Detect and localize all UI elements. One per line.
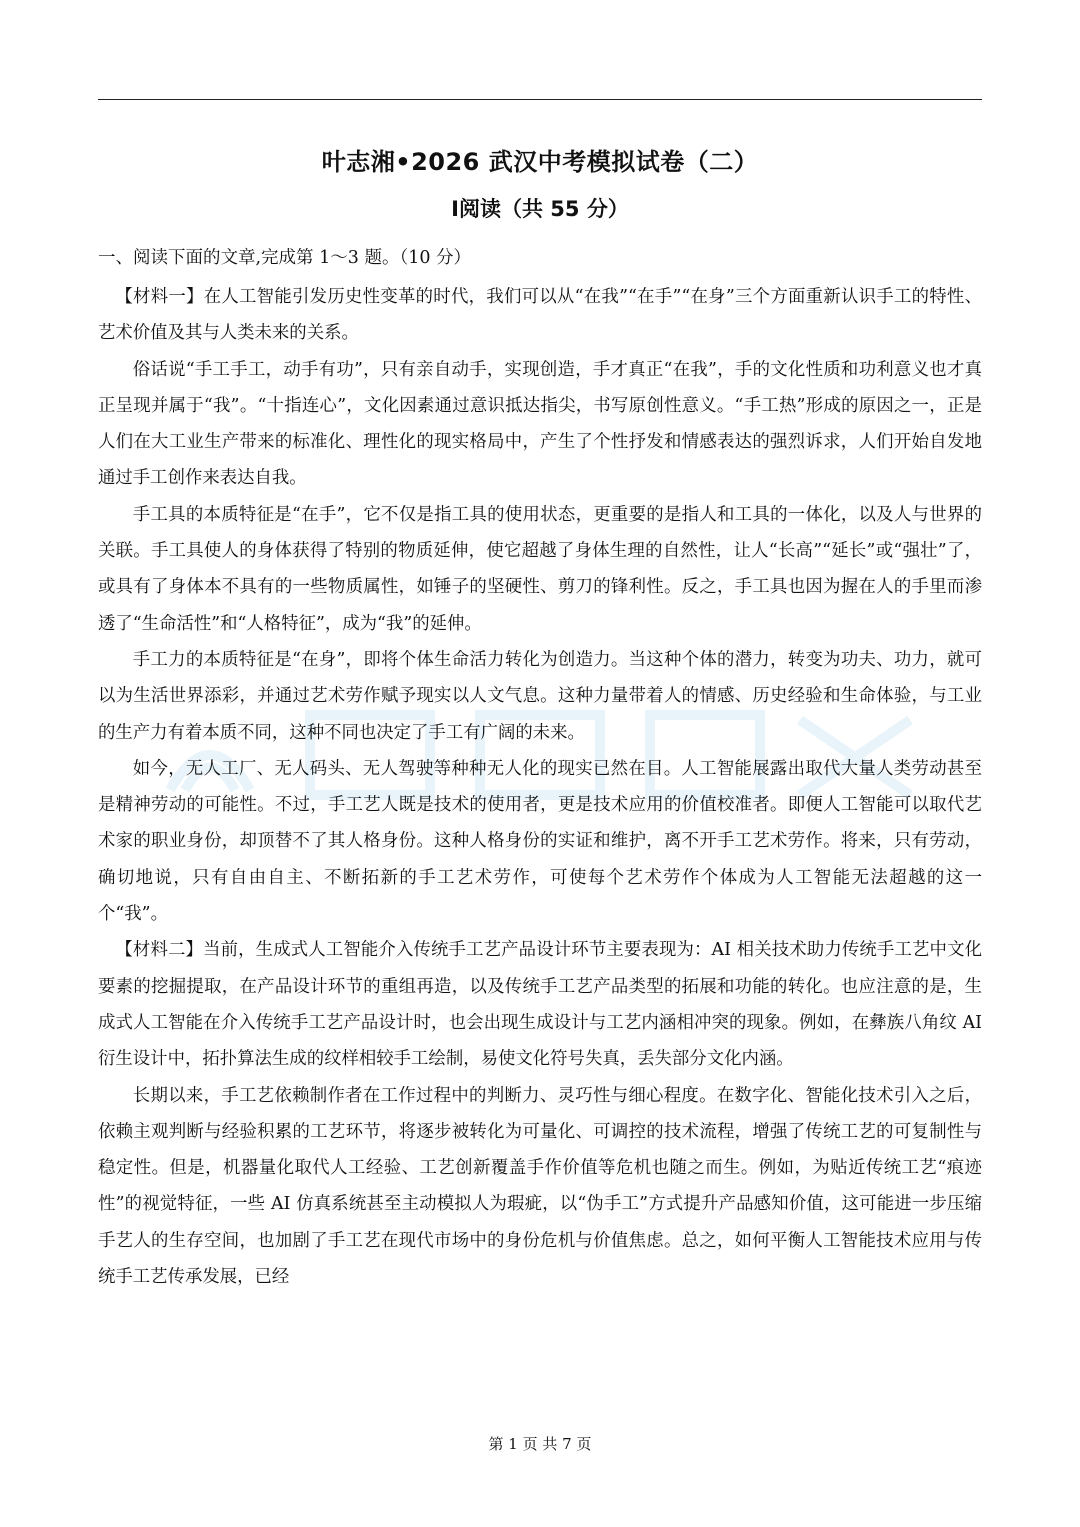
paragraph: 长期以来，手工艺依赖制作者在工作过程中的判断力、灵巧性与细心程度。在数字化、智能化技术引入之后，依赖主观判断与经验积累的工艺环节，将逐步被转化为可量化、可调控的技术流程，增强了传统工艺的可复制性与稳定性。但是，机器量化取代人工经验、工艺创新覆盖手作价值等危机也随之而生。例如，为贴近传统工艺“痕迹性”的视觉特征，一些 AI 仿真系统甚至主动模拟人为瑕疵，以“伪手工”方式提升产品感知价值，这可能进一步压缩手艺人的生存空间，也加剧了手工艺在现代市场中的身份危机与价值焦虑。总之，如何平衡人工智能技术应用与传统手工艺传承发展，已经	[98, 1085, 982, 1288]
header-rule	[98, 99, 982, 100]
paragraph: 手工具的本质特征是“在手”，它不仅是指工具的使用状态，更重要的是指人和工具的一体化，以及人与世界的关联。手工具使人的身体获得了特别的物质延伸，使它超越了身体生理的自然性，让人“长高”“延长”或“强壮”了，或具有了身体本不具有的一些物质属性，如锤子的坚硬性、剪刀的锋利性。反之，手工具也因为握在人的手里而渗透了“生命活性”和“人格特征”，成为“我”的延伸。	[98, 504, 982, 634]
reading-section	[98, 246, 982, 1295]
paragraph-material-two: 【材料二】当前，生成式人工智能介入传统手工艺产品设计环节主要表现为：AI 相关技术助力传统手工艺中文化要素的挖掘提取，在产品设计环节的重组再造，以及传统手工艺产品类型的拓展和功能的转化。也应注意的是，生成式人工智能在介入传统手工艺产品设计时，也会出现生成设计与工艺内涵相冲突的现象。例如，在彝族八角纹 AI 衍生设计中，拓扑算法生成的纹样相较手工绘制，易使文化符号失真，丢失部分文化内涵。	[98, 940, 982, 1070]
paragraph: 如今，无人工厂、无人码头、无人驾驶等种种无人化的现实已然在目。人工智能展露出取代大量人类劳动甚至是精神劳动的可能性。不过，手工艺人既是技术的使用者，更是技术应用的价值校准者。即便人工智能可以取代艺术家的职业身份，却顶替不了其人格身份。这种人格身份的实证和维护，离不开手工艺术劳作。将来，只有劳动，确切地说，只有自由自主、不断拓新的手工艺术劳作，可使每个艺术劳作个体成为人工智能无法超越的这一个“我”。	[98, 758, 982, 925]
paragraph-material-one: 【材料一】在人工智能引发历史性变革的时代，我们可以从“在我”“在手”“在身”三个方面重新认识手工的特性、艺术价值及其与人类未来的关系。	[98, 287, 982, 344]
page-number: 第 1 页 共 7 页	[488, 1435, 592, 1453]
paragraph: 手工力的本质特征是“在身”，即将个体生命活力转化为创造力。当这种个体的潜力，转变为功夫、功力，就可以为生活世界添彩，并通过艺术劳作赋予现实以人文气息。这种力量带着人的情感、历史经验和生命体验，与工业的生产力有着本质不同，这种不同也决定了手工有广阔的未来。	[98, 649, 982, 743]
section-subtitle: Ⅰ阅读（共 55 分）	[451, 197, 629, 221]
question-heading: 一、阅读下面的文章,完成第 1～3 题。（10 分）	[98, 248, 472, 268]
paragraph: 俗话说“手工手工，动手有功”，只有亲自动手，实现创造，手才真正“在我”，手的文化性质和功利意义也才真正呈现并属于“我”。“十指连心”，文化因素通过意识抵达指尖，书写原创性意义。“手工热”形成的原因之一，正是人们在大工业生产带来的标准化、理性化的现实格局中，产生了个性抒发和情感表达的强烈诉求，人们开始自发地通过手工创作来表达自我。	[98, 359, 982, 489]
exam-title: 叶志湘•2026 武汉中考模拟试卷（二）	[321, 148, 759, 176]
